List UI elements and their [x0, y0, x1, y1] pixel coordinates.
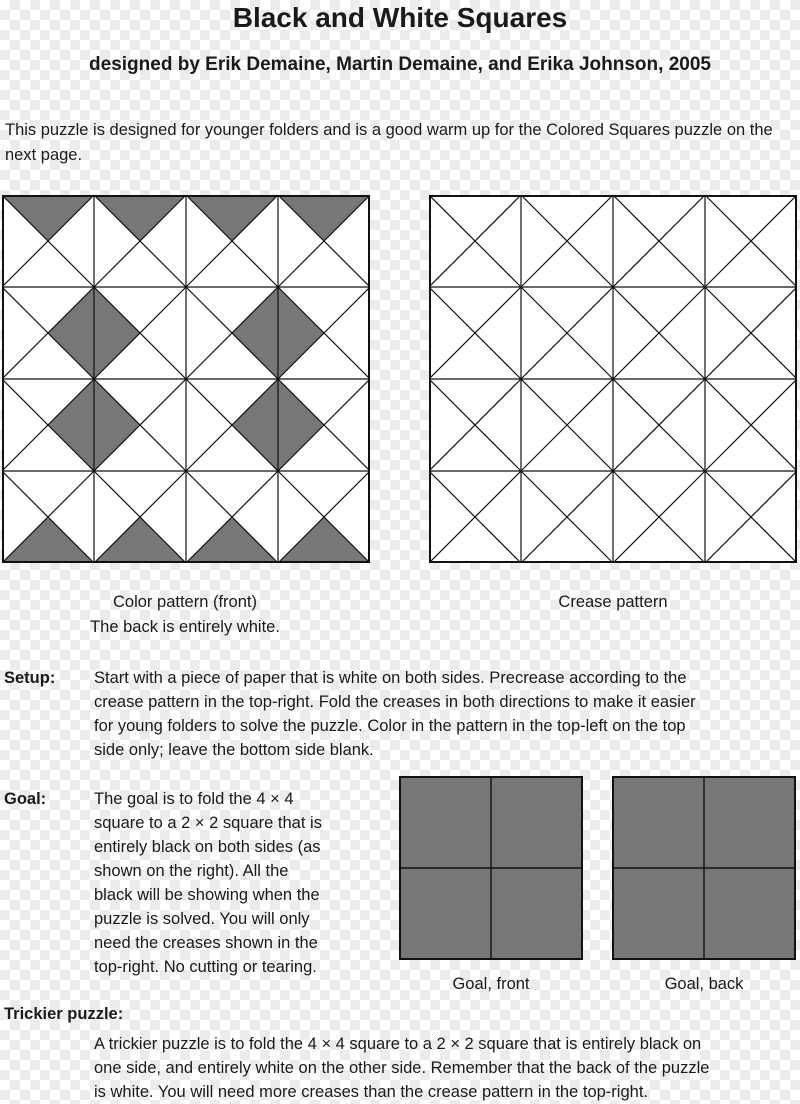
- goal-line: puzzle is solved. You will only: [94, 910, 310, 928]
- trickier-line: is white. You will need more creases than the crease pattern in the top-right.: [94, 1083, 648, 1101]
- crease-pattern-caption: Crease pattern: [558, 593, 668, 611]
- goal-line: entirely black on both sides (as: [94, 838, 321, 856]
- crease-pattern-figure: [429, 195, 797, 563]
- goal-line: The goal is to fold the 4 × 4: [94, 790, 294, 808]
- setup-label: Setup:: [4, 669, 56, 687]
- intro-paragraph: This puzzle is designed for younger folders and is a good warm up for the Colored Squares puzzle on the next page.: [5, 121, 773, 164]
- goal-back-caption: Goal, back: [664, 975, 744, 993]
- page-title: Black and White Squares: [232, 2, 568, 33]
- trickier-line: one side, and entirely white on the other side. Remember that the back of the puzzle: [94, 1059, 710, 1077]
- color-pattern-caption: [0, 590, 370, 640]
- color-pattern-caption-line2: The back is entirely white.: [90, 618, 280, 636]
- color-pattern-figure: [2, 195, 370, 563]
- goal-line: black will be showing when the: [94, 886, 320, 904]
- setup-line: side only; leave the bottom side blank.: [94, 741, 374, 759]
- goal-line: square to a 2 × 2 square that is: [94, 814, 322, 832]
- goal-front-figure: [399, 776, 583, 960]
- goal-label: Goal:: [4, 790, 47, 808]
- setup-paragraph: [94, 666, 796, 762]
- goal-line: shown on the right). All the: [94, 862, 289, 880]
- color-pattern-caption-line1: Color pattern (front): [113, 593, 257, 611]
- trickier-paragraph: [94, 1032, 796, 1104]
- setup-line: for young folders to solve the puzzle. Color in the pattern in the top-left on the top: [94, 717, 686, 735]
- page-subtitle: designed by Erik Demaine, Martin Demaine, and Erika Johnson, 2005: [89, 54, 711, 75]
- trickier-label: Trickier puzzle:: [4, 1005, 124, 1023]
- goal-back-figure: [612, 776, 796, 960]
- setup-line: Start with a piece of paper that is white on both sides. Precrease according to the: [94, 669, 687, 687]
- setup-line: crease pattern in the top-right. Fold the creases in both directions to make it easier: [94, 693, 696, 711]
- goal-paragraph: [94, 787, 370, 979]
- trickier-line: A trickier puzzle is to fold the 4 × 4 square to a 2 × 2 square that is entirely black on: [94, 1035, 702, 1053]
- goal-line: top-right. No cutting or tearing.: [94, 958, 317, 976]
- goal-front-caption: Goal, front: [452, 975, 530, 993]
- goal-line: need the creases shown in the: [94, 934, 318, 952]
